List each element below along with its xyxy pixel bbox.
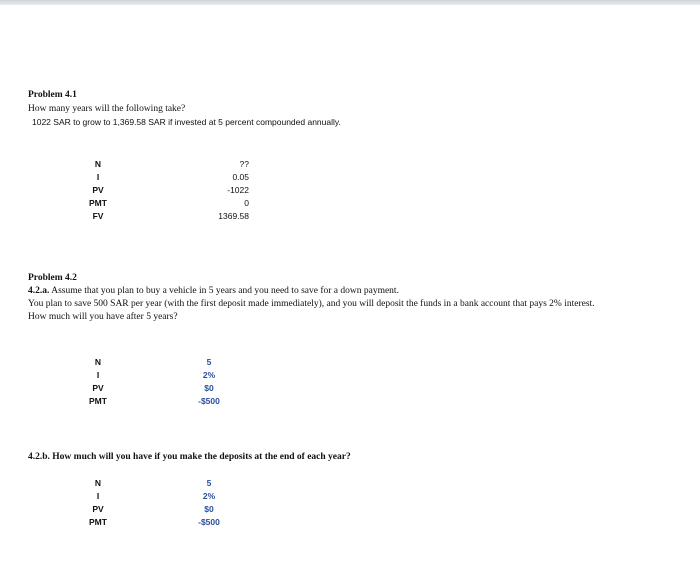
table-row — [83, 356, 233, 369]
variable-value: 5 — [206, 357, 212, 367]
top-border — [0, 0, 700, 5]
variable-label: PV — [92, 383, 104, 393]
variable-value: 5 — [206, 478, 212, 488]
problem-4-2b-question: 4.2.b. How much will you have if you make the deposits at the end of each year? — [28, 452, 351, 462]
variable-label: PV — [92, 504, 104, 514]
table-row — [83, 395, 233, 408]
table-row — [83, 369, 233, 382]
table-row — [83, 382, 233, 395]
table-row — [83, 490, 233, 503]
variable-value: $0 — [204, 383, 214, 393]
problem-4-1-statement: 1022 SAR to grow to 1,369.58 SAR if invested at 5 percent compounded annually. — [32, 117, 341, 127]
variable-value: -$500 — [198, 517, 220, 527]
problem-4-2a-variables-table — [83, 356, 233, 408]
table-row — [83, 503, 233, 516]
problem-4-2-line2: You plan to save 500 SAR per year (with the first deposit made immediately), and you will deposit the funds in a bank account that pays 2% interest. — [28, 299, 595, 309]
part-a-text: Assume that you plan to buy a vehicle in 5 years and you need to save for a down payment. — [49, 286, 399, 296]
part-a-label: 4.2.a. — [28, 286, 50, 296]
variable-value: 1369.58 — [218, 211, 249, 221]
variable-label: N — [94, 159, 102, 169]
problem-4-2-title: Problem 4.2 — [28, 273, 77, 283]
problem-4-2a-line — [28, 285, 399, 297]
table-row — [83, 197, 253, 210]
variable-label: FV — [92, 211, 104, 221]
variable-value: 2% — [202, 491, 216, 501]
variable-value: 0 — [244, 198, 249, 208]
variable-value: -$500 — [198, 396, 220, 406]
variable-label: PMT — [89, 517, 107, 527]
variable-label: PMT — [89, 396, 107, 406]
variable-label: PV — [92, 185, 104, 195]
variable-value: -1022 — [227, 185, 249, 195]
variable-value: 2% — [202, 370, 216, 380]
problem-4-1-question: How many years will the following take? — [28, 104, 186, 114]
table-row — [83, 210, 253, 223]
variable-value: $0 — [204, 504, 214, 514]
problem-4-2-line3: How much will you have after 5 years? — [28, 312, 178, 322]
table-row — [83, 477, 233, 490]
table-row — [83, 184, 253, 197]
variable-label: I — [96, 370, 100, 380]
variable-label: PMT — [89, 198, 107, 208]
table-row — [83, 516, 233, 529]
problem-4-1-title: Problem 4.1 — [28, 90, 77, 100]
problem-4-2b-variables-table — [83, 477, 233, 529]
problem-4-1-variables-table — [83, 158, 253, 223]
variable-label: I — [96, 172, 100, 182]
variable-value: 0.05 — [232, 172, 249, 182]
table-row — [83, 158, 253, 171]
variable-label: N — [94, 357, 102, 367]
variable-value: ?? — [239, 159, 249, 169]
variable-label: N — [94, 478, 102, 488]
variable-label: I — [96, 491, 100, 501]
table-row — [83, 171, 253, 184]
